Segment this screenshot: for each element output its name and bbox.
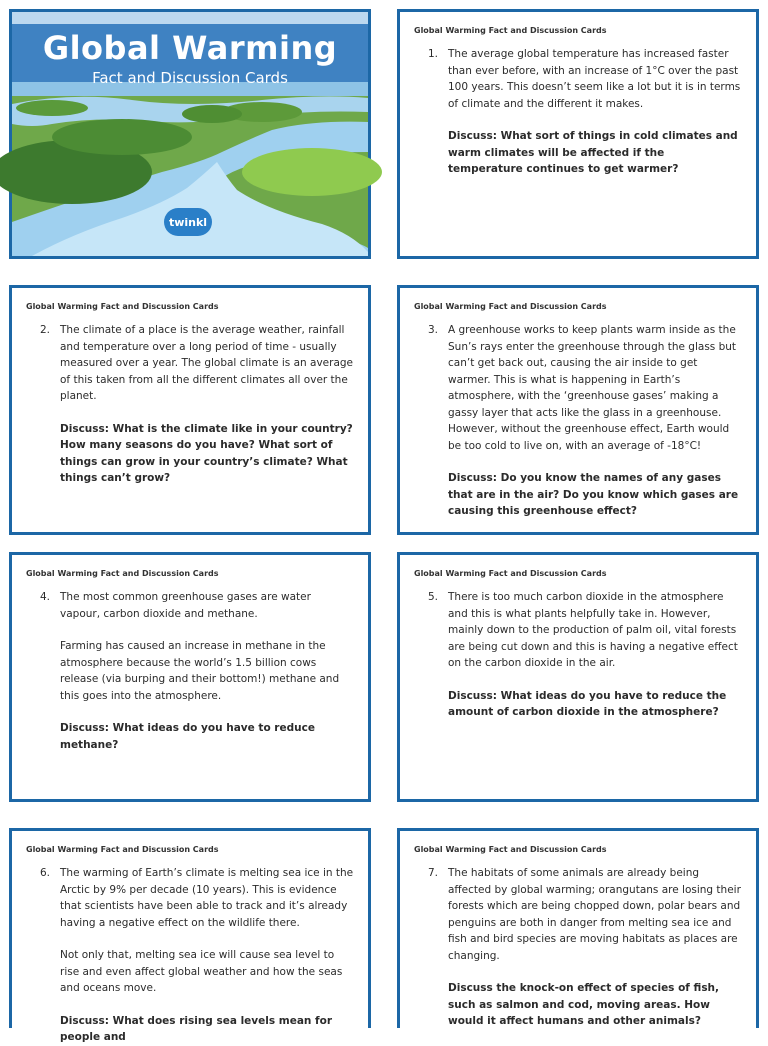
card-number: 6. bbox=[39, 867, 50, 879]
discussion-question: Discuss: What sort of things in cold climates and warm climates will be affected if the temperature continues to get warmer? bbox=[448, 130, 738, 175]
fact-card-4 bbox=[9, 552, 371, 802]
card-header: Global Warming Fact and Discussion Cards bbox=[414, 569, 607, 578]
fact-text: There is too much carbon dioxide in the atmosphere and this is what plants helpfully take in. However, mainly down to the production of palm oil, vital forests are being cut down and this is having a negative effect on the carbon dioxide in the air. bbox=[448, 591, 738, 669]
discussion-question: Discuss the knock-on effect of species of fish, such as salmon and cod, moving areas. How would it affect humans and other animals? bbox=[448, 982, 720, 1027]
card-header: Global Warming Fact and Discussion Cards bbox=[414, 845, 607, 854]
fact-extra-text: Farming has caused an increase in methane in the atmosphere because the world’s 1.5 billion cows release (via burping and their bottom!) methane and this goes into the atmosphere. bbox=[60, 640, 340, 702]
title-card bbox=[9, 9, 371, 259]
fact-card-7 bbox=[397, 828, 759, 1028]
card-header: Global Warming Fact and Discussion Cards bbox=[414, 302, 607, 311]
fact-card-6 bbox=[9, 828, 371, 1043]
twinkl-logo: twinkl bbox=[164, 208, 212, 236]
fact-card-2 bbox=[9, 285, 371, 535]
card-number: 2. bbox=[39, 324, 50, 336]
card-body bbox=[26, 865, 354, 1046]
fact-card-5 bbox=[397, 552, 759, 802]
fact-text: A greenhouse works to keep plants warm inside as the Sun’s rays enter the greenhouse through the glass but can’t get back out, causing the air inside to get warmer. This is what is happening in Earth’s atmosphere, with the ‘greenhouse gases’ making a gassy layer that acts like the glass in a greenhouse. However, without the greenhouse effect, Earth would be too cold to live on, with an average of -18°C! bbox=[448, 324, 737, 452]
fact-card-1 bbox=[397, 9, 759, 259]
card-body bbox=[414, 865, 742, 1030]
fact-card-3 bbox=[397, 285, 759, 535]
card-body bbox=[414, 589, 742, 721]
card-body bbox=[26, 322, 354, 487]
discussion-question: Discuss: What does rising sea levels mean for people and bbox=[60, 1014, 333, 1043]
fact-text: The most common greenhouse gases are water vapour, carbon dioxide and methane. bbox=[60, 591, 311, 620]
card-body bbox=[414, 46, 742, 178]
card-body bbox=[414, 322, 742, 520]
title-banner bbox=[12, 30, 368, 88]
discussion-question: Discuss: Do you know the names of any gases that are in the air? Do you know which gases are causing this greenhouse effect? bbox=[448, 472, 739, 517]
card-number: 4. bbox=[39, 591, 50, 603]
discussion-question: Discuss: What is the climate like in your country? How many seasons do you have? What sort of things can grow in your country’s climate? What things can’t grow? bbox=[60, 422, 353, 484]
card-header: Global Warming Fact and Discussion Cards bbox=[26, 845, 219, 854]
main-title: Global Warming bbox=[42, 29, 338, 67]
fact-text: The climate of a place is the average weather, rainfall and temperature over a long period of time - usually measured over a year. The global climate is an average of this taken from all the different climates all over the planet. bbox=[60, 324, 354, 402]
card-number: 7. bbox=[427, 867, 438, 879]
fact-extra-text: Not only that, melting sea ice will cause sea level to rise and even affect global weather and how the seas and oceans move. bbox=[60, 949, 343, 994]
card-header: Global Warming Fact and Discussion Cards bbox=[26, 302, 219, 311]
fact-text: The warming of Earth’s climate is melting sea ice in the Arctic by 9% per decade (10 years). This is evidence that scientists have been able to track and it’s already having a negative effect on the wildlife there. bbox=[60, 867, 354, 929]
card-number: 3. bbox=[427, 324, 438, 336]
discussion-question: Discuss: What ideas do you have to reduce the amount of carbon dioxide in the atmosphere? bbox=[448, 689, 727, 718]
card-number: 1. bbox=[427, 48, 438, 60]
subtitle: Fact and Discussion Cards bbox=[92, 69, 288, 87]
card-header: Global Warming Fact and Discussion Cards bbox=[414, 26, 607, 35]
discussion-question: Discuss: What ideas do you have to reduce methane? bbox=[60, 722, 315, 751]
fact-text: The habitats of some animals are already being affected by global warming; orangutans are losing their forests which are being chopped down, polar bears and penguins are both in danger from melting sea ice and fish and bird species are moving habitats as places are changing. bbox=[448, 867, 741, 962]
fact-text: The average global temperature has increased faster than ever before, with an increase of 1°C over the past 100 years. This doesn’t seem like a lot but it is in terms of climate and the different it makes. bbox=[448, 48, 741, 110]
card-number: 5. bbox=[427, 591, 438, 603]
card-header: Global Warming Fact and Discussion Cards bbox=[26, 569, 219, 578]
card-body bbox=[26, 589, 354, 753]
